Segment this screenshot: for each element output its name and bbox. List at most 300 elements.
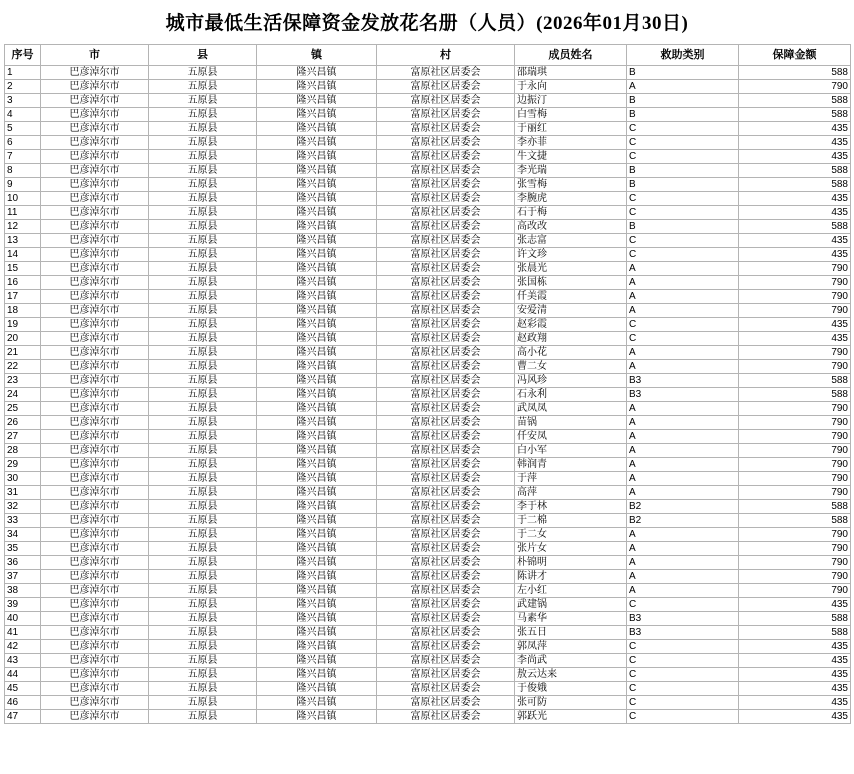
cell-county: 五原县 [149,192,257,206]
cell-county: 五原县 [149,290,257,304]
cell-name: 李尚武 [515,654,627,668]
cell-county: 五原县 [149,360,257,374]
cell-town: 隆兴昌镇 [257,570,377,584]
table-row [5,220,851,234]
cell-village: 富原社区居委会 [377,668,515,682]
cell-county: 五原县 [149,668,257,682]
cell-village: 富原社区居委会 [377,290,515,304]
cell-seq: 30 [5,472,41,486]
cell-city: 巴彦淖尔市 [41,248,149,262]
cell-town: 隆兴昌镇 [257,108,377,122]
cell-town: 隆兴昌镇 [257,528,377,542]
cell-village: 富原社区居委会 [377,66,515,80]
cell-city: 巴彦淖尔市 [41,640,149,654]
cell-village: 富原社区居委会 [377,164,515,178]
cell-seq: 29 [5,458,41,472]
cell-town: 隆兴昌镇 [257,248,377,262]
cell-type: A [627,570,739,584]
table-row [5,122,851,136]
cell-name: 许文珍 [515,248,627,262]
cell-county: 五原县 [149,444,257,458]
cell-city: 巴彦淖尔市 [41,598,149,612]
cell-type: C [627,598,739,612]
cell-seq: 46 [5,696,41,710]
cell-county: 五原县 [149,472,257,486]
cell-village: 富原社区居委会 [377,458,515,472]
cell-amount: 790 [739,276,851,290]
cell-city: 巴彦淖尔市 [41,500,149,514]
cell-village: 富原社区居委会 [377,514,515,528]
cell-name: 白雪梅 [515,108,627,122]
cell-county: 五原县 [149,458,257,472]
cell-village: 富原社区居委会 [377,570,515,584]
cell-city: 巴彦淖尔市 [41,416,149,430]
cell-type: A [627,472,739,486]
cell-city: 巴彦淖尔市 [41,290,149,304]
cell-amount: 790 [739,346,851,360]
cell-name: 左小红 [515,584,627,598]
table-body [5,66,851,724]
cell-name: 仟安凤 [515,430,627,444]
cell-county: 五原县 [149,346,257,360]
cell-name: 仟美霞 [515,290,627,304]
cell-village: 富原社区居委会 [377,682,515,696]
cell-amount: 588 [739,66,851,80]
cell-seq: 23 [5,374,41,388]
cell-type: A [627,584,739,598]
table-row [5,668,851,682]
cell-town: 隆兴昌镇 [257,276,377,290]
cell-seq: 17 [5,290,41,304]
column-header-city: 市 [41,45,149,66]
cell-town: 隆兴昌镇 [257,500,377,514]
cell-village: 富原社区居委会 [377,178,515,192]
cell-amount: 588 [739,626,851,640]
table-row [5,514,851,528]
cell-seq: 9 [5,178,41,192]
cell-amount: 790 [739,416,851,430]
cell-county: 五原县 [149,122,257,136]
cell-county: 五原县 [149,94,257,108]
cell-seq: 31 [5,486,41,500]
page-title: 城市最低生活保障资金发放花名册（人员）(2026年01月30日) [165,13,689,34]
column-header-town: 镇 [257,45,377,66]
cell-city: 巴彦淖尔市 [41,514,149,528]
cell-village: 富原社区居委会 [377,108,515,122]
cell-type: A [627,290,739,304]
table-row [5,318,851,332]
cell-county: 五原县 [149,220,257,234]
cell-amount: 790 [739,458,851,472]
cell-city: 巴彦淖尔市 [41,136,149,150]
cell-type: B2 [627,500,739,514]
cell-amount: 790 [739,444,851,458]
table-row [5,626,851,640]
cell-type: C [627,332,739,346]
cell-seq: 28 [5,444,41,458]
cell-county: 五原县 [149,682,257,696]
cell-type: A [627,276,739,290]
cell-type: C [627,234,739,248]
cell-seq: 38 [5,584,41,598]
cell-city: 巴彦淖尔市 [41,66,149,80]
cell-county: 五原县 [149,528,257,542]
cell-city: 巴彦淖尔市 [41,682,149,696]
cell-town: 隆兴昌镇 [257,374,377,388]
cell-amount: 435 [739,710,851,724]
cell-city: 巴彦淖尔市 [41,654,149,668]
cell-village: 富原社区居委会 [377,444,515,458]
cell-town: 隆兴昌镇 [257,388,377,402]
cell-village: 富原社区居委会 [377,710,515,724]
cell-name: 陈讲才 [515,570,627,584]
cell-name: 于俊娥 [515,682,627,696]
cell-type: C [627,696,739,710]
cell-county: 五原县 [149,136,257,150]
table-row [5,556,851,570]
cell-type: B3 [627,374,739,388]
cell-seq: 34 [5,528,41,542]
cell-city: 巴彦淖尔市 [41,542,149,556]
cell-amount: 790 [739,486,851,500]
cell-county: 五原县 [149,108,257,122]
cell-seq: 1 [5,66,41,80]
cell-amount: 790 [739,472,851,486]
cell-city: 巴彦淖尔市 [41,360,149,374]
cell-type: C [627,122,739,136]
cell-county: 五原县 [149,654,257,668]
cell-town: 隆兴昌镇 [257,346,377,360]
cell-county: 五原县 [149,178,257,192]
cell-type: A [627,556,739,570]
cell-type: B2 [627,514,739,528]
cell-name: 赵政翔 [515,332,627,346]
table-row [5,248,851,262]
cell-seq: 19 [5,318,41,332]
cell-name: 张雪梅 [515,178,627,192]
table-row [5,150,851,164]
cell-name: 李于林 [515,500,627,514]
table-header-row [5,45,851,66]
cell-amount: 435 [739,696,851,710]
cell-name: 邵瑞琪 [515,66,627,80]
cell-town: 隆兴昌镇 [257,710,377,724]
cell-seq: 13 [5,234,41,248]
cell-city: 巴彦淖尔市 [41,318,149,332]
cell-town: 隆兴昌镇 [257,164,377,178]
table-row [5,304,851,318]
table-row [5,360,851,374]
cell-city: 巴彦淖尔市 [41,178,149,192]
cell-name: 石永利 [515,388,627,402]
cell-town: 隆兴昌镇 [257,626,377,640]
cell-town: 隆兴昌镇 [257,416,377,430]
table-row [5,178,851,192]
cell-type: C [627,136,739,150]
cell-town: 隆兴昌镇 [257,66,377,80]
table-row [5,640,851,654]
cell-county: 五原县 [149,262,257,276]
cell-amount: 588 [739,500,851,514]
cell-name: 冯风珍 [515,374,627,388]
column-header-amount: 保障金额 [739,45,851,66]
cell-seq: 42 [5,640,41,654]
cell-amount: 790 [739,290,851,304]
table-row [5,584,851,598]
cell-city: 巴彦淖尔市 [41,220,149,234]
cell-seq: 5 [5,122,41,136]
cell-city: 巴彦淖尔市 [41,584,149,598]
cell-name: 于二棉 [515,514,627,528]
cell-town: 隆兴昌镇 [257,682,377,696]
cell-amount: 790 [739,528,851,542]
cell-seq: 41 [5,626,41,640]
cell-type: A [627,430,739,444]
cell-village: 富原社区居委会 [377,598,515,612]
cell-amount: 790 [739,570,851,584]
cell-town: 隆兴昌镇 [257,94,377,108]
cell-type: A [627,458,739,472]
cell-amount: 435 [739,654,851,668]
cell-town: 隆兴昌镇 [257,80,377,94]
cell-city: 巴彦淖尔市 [41,374,149,388]
column-header-type: 救助类别 [627,45,739,66]
cell-town: 隆兴昌镇 [257,402,377,416]
cell-seq: 7 [5,150,41,164]
cell-county: 五原县 [149,164,257,178]
cell-type: C [627,654,739,668]
column-header-village: 村 [377,45,515,66]
cell-type: B [627,178,739,192]
cell-city: 巴彦淖尔市 [41,332,149,346]
cell-seq: 39 [5,598,41,612]
cell-type: C [627,682,739,696]
cell-name: 敖云达来 [515,668,627,682]
cell-type: C [627,710,739,724]
cell-city: 巴彦淖尔市 [41,430,149,444]
beneficiary-roster-table [4,44,851,724]
cell-town: 隆兴昌镇 [257,458,377,472]
cell-seq: 20 [5,332,41,346]
cell-county: 五原县 [149,374,257,388]
cell-village: 富原社区居委会 [377,612,515,626]
cell-seq: 25 [5,402,41,416]
cell-city: 巴彦淖尔市 [41,444,149,458]
table-row [5,206,851,220]
cell-city: 巴彦淖尔市 [41,164,149,178]
cell-amount: 435 [739,206,851,220]
cell-village: 富原社区居委会 [377,360,515,374]
cell-type: B3 [627,388,739,402]
cell-name: 安爱清 [515,304,627,318]
cell-name: 武凤凤 [515,402,627,416]
cell-village: 富原社区居委会 [377,234,515,248]
cell-town: 隆兴昌镇 [257,262,377,276]
table-header [5,45,851,66]
cell-county: 五原县 [149,500,257,514]
cell-village: 富原社区居委会 [377,696,515,710]
cell-town: 隆兴昌镇 [257,332,377,346]
cell-village: 富原社区居委会 [377,192,515,206]
cell-name: 张国栋 [515,276,627,290]
cell-county: 五原县 [149,234,257,248]
cell-amount: 435 [739,598,851,612]
cell-town: 隆兴昌镇 [257,206,377,220]
table-row [5,332,851,346]
cell-seq: 2 [5,80,41,94]
cell-city: 巴彦淖尔市 [41,696,149,710]
cell-type: B [627,220,739,234]
cell-county: 五原县 [149,584,257,598]
cell-village: 富原社区居委会 [377,150,515,164]
cell-village: 富原社区居委会 [377,262,515,276]
cell-seq: 4 [5,108,41,122]
cell-type: B [627,66,739,80]
cell-amount: 790 [739,262,851,276]
cell-village: 富原社区居委会 [377,556,515,570]
cell-type: C [627,640,739,654]
cell-village: 富原社区居委会 [377,276,515,290]
cell-seq: 27 [5,430,41,444]
cell-seq: 32 [5,500,41,514]
cell-county: 五原县 [149,542,257,556]
cell-name: 于永向 [515,80,627,94]
cell-name: 高萍 [515,486,627,500]
cell-town: 隆兴昌镇 [257,220,377,234]
table-row [5,136,851,150]
cell-seq: 36 [5,556,41,570]
cell-city: 巴彦淖尔市 [41,486,149,500]
cell-city: 巴彦淖尔市 [41,528,149,542]
cell-seq: 15 [5,262,41,276]
cell-county: 五原县 [149,514,257,528]
cell-city: 巴彦淖尔市 [41,346,149,360]
cell-type: C [627,668,739,682]
cell-name: 张可防 [515,696,627,710]
cell-seq: 44 [5,668,41,682]
cell-amount: 435 [739,668,851,682]
cell-amount: 435 [739,234,851,248]
cell-amount: 435 [739,248,851,262]
table-row [5,192,851,206]
table-row [5,164,851,178]
cell-county: 五原县 [149,66,257,80]
cell-county: 五原县 [149,696,257,710]
cell-county: 五原县 [149,486,257,500]
cell-county: 五原县 [149,710,257,724]
cell-seq: 22 [5,360,41,374]
cell-county: 五原县 [149,248,257,262]
cell-village: 富原社区居委会 [377,472,515,486]
cell-name: 郭凤萍 [515,640,627,654]
cell-town: 隆兴昌镇 [257,598,377,612]
cell-name: 张五日 [515,626,627,640]
cell-seq: 11 [5,206,41,220]
cell-name: 张片女 [515,542,627,556]
cell-village: 富原社区居委会 [377,220,515,234]
cell-type: A [627,528,739,542]
cell-village: 富原社区居委会 [377,654,515,668]
cell-town: 隆兴昌镇 [257,178,377,192]
cell-town: 隆兴昌镇 [257,304,377,318]
cell-name: 张志富 [515,234,627,248]
cell-city: 巴彦淖尔市 [41,276,149,290]
cell-type: B [627,108,739,122]
cell-town: 隆兴昌镇 [257,136,377,150]
cell-type: B [627,94,739,108]
table-row [5,542,851,556]
cell-village: 富原社区居委会 [377,584,515,598]
cell-type: A [627,262,739,276]
cell-town: 隆兴昌镇 [257,192,377,206]
cell-city: 巴彦淖尔市 [41,570,149,584]
cell-city: 巴彦淖尔市 [41,94,149,108]
cell-seq: 16 [5,276,41,290]
cell-amount: 435 [739,136,851,150]
cell-type: B3 [627,626,739,640]
cell-amount: 588 [739,514,851,528]
cell-amount: 588 [739,94,851,108]
table-row [5,374,851,388]
cell-village: 富原社区居委会 [377,332,515,346]
cell-amount: 588 [739,374,851,388]
cell-seq: 21 [5,346,41,360]
cell-seq: 3 [5,94,41,108]
table-row [5,66,851,80]
cell-amount: 435 [739,332,851,346]
cell-type: C [627,248,739,262]
table-row [5,276,851,290]
cell-village: 富原社区居委会 [377,346,515,360]
cell-type: A [627,346,739,360]
cell-type: A [627,444,739,458]
cell-village: 富原社区居委会 [377,304,515,318]
cell-city: 巴彦淖尔市 [41,472,149,486]
cell-town: 隆兴昌镇 [257,542,377,556]
cell-town: 隆兴昌镇 [257,122,377,136]
cell-seq: 18 [5,304,41,318]
cell-amount: 435 [739,318,851,332]
cell-town: 隆兴昌镇 [257,290,377,304]
table-row [5,262,851,276]
table-row [5,598,851,612]
cell-type: A [627,542,739,556]
cell-village: 富原社区居委会 [377,500,515,514]
cell-seq: 14 [5,248,41,262]
cell-seq: 35 [5,542,41,556]
cell-town: 隆兴昌镇 [257,234,377,248]
cell-village: 富原社区居委会 [377,486,515,500]
table-row [5,430,851,444]
cell-type: C [627,318,739,332]
cell-county: 五原县 [149,388,257,402]
cell-amount: 790 [739,402,851,416]
cell-county: 五原县 [149,80,257,94]
cell-amount: 588 [739,388,851,402]
cell-type: A [627,402,739,416]
cell-amount: 588 [739,164,851,178]
cell-amount: 588 [739,108,851,122]
table-row [5,80,851,94]
cell-town: 隆兴昌镇 [257,444,377,458]
cell-name: 赵彩霞 [515,318,627,332]
cell-village: 富原社区居委会 [377,542,515,556]
cell-town: 隆兴昌镇 [257,696,377,710]
cell-county: 五原县 [149,416,257,430]
cell-name: 武建锅 [515,598,627,612]
table-row [5,388,851,402]
cell-town: 隆兴昌镇 [257,514,377,528]
